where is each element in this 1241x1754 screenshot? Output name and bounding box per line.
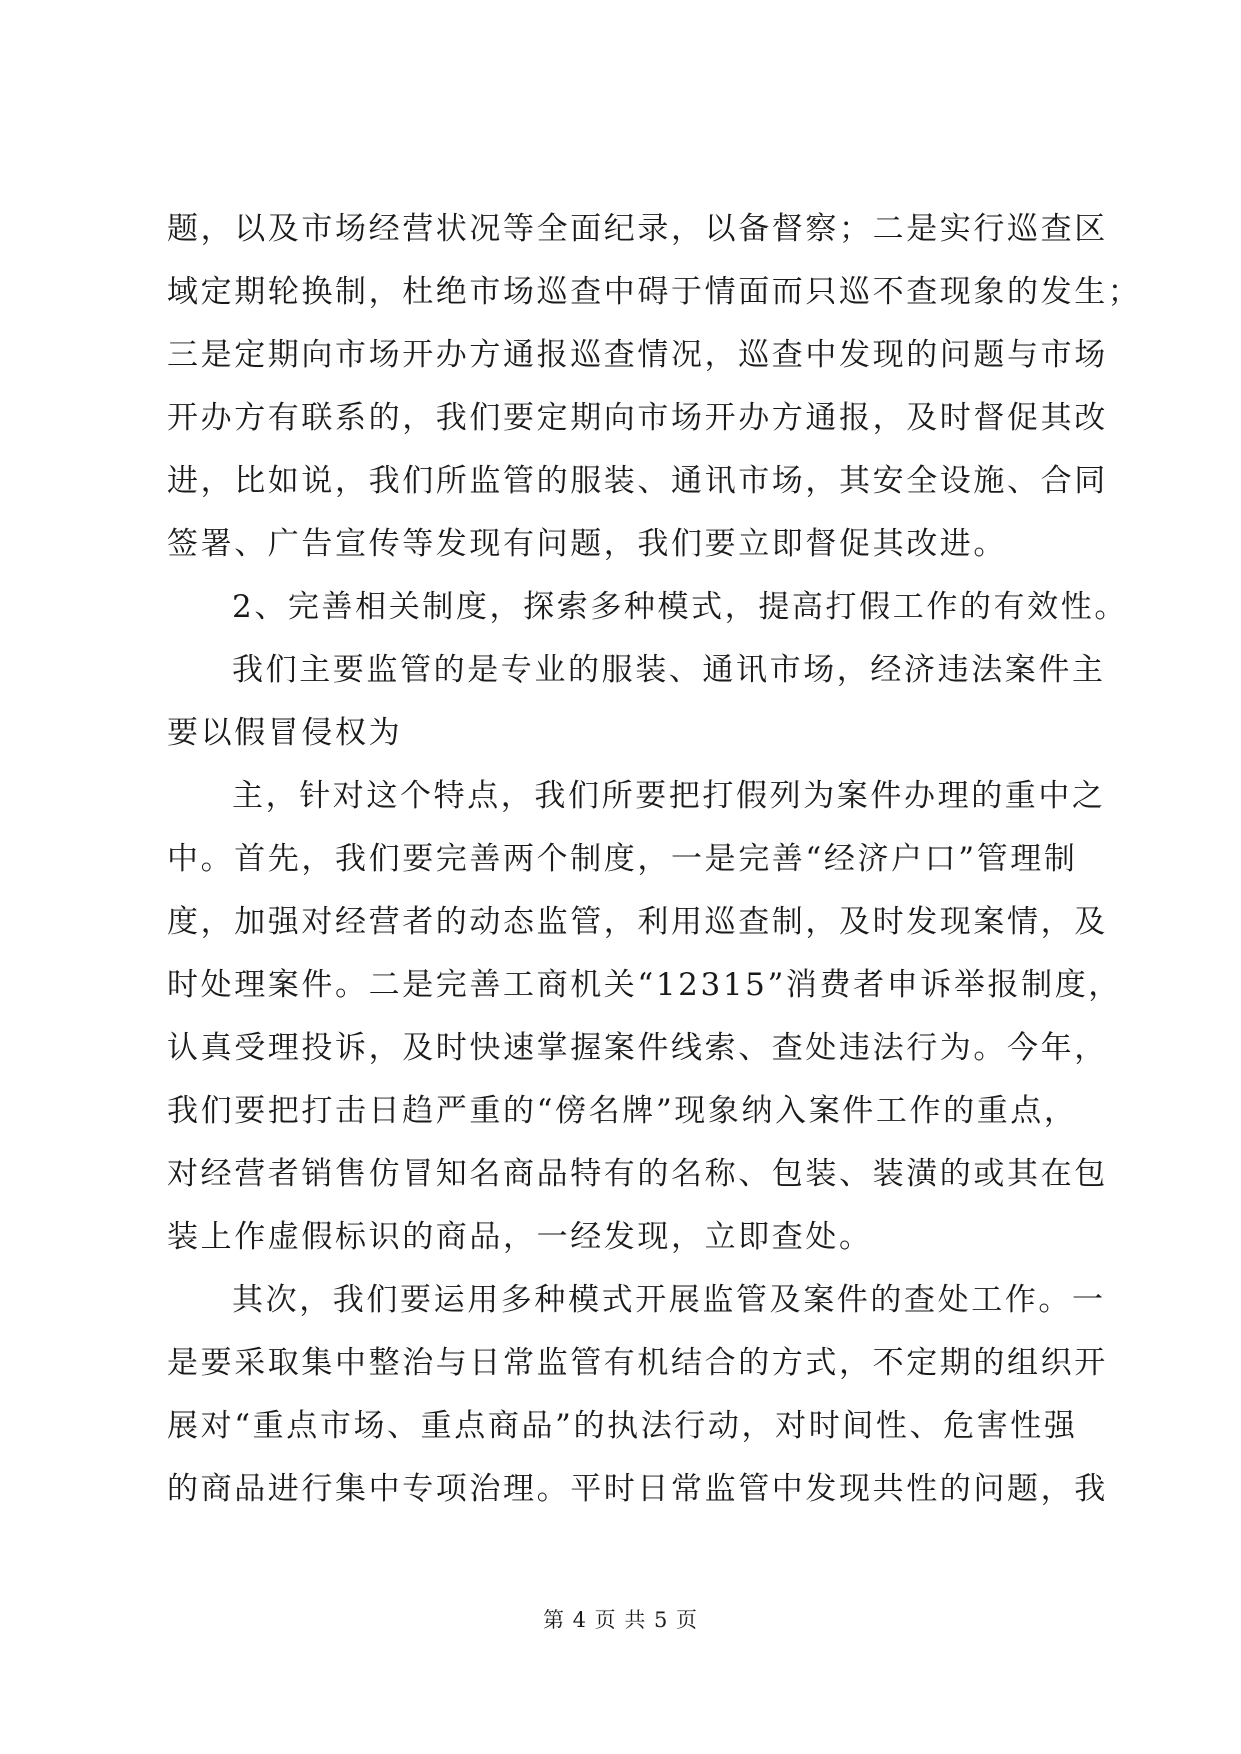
page-footer	[0, 1606, 1241, 1634]
text-line: 域定期轮换制，杜绝市场巡查中碍于情面而只巡不查现象的发生；	[167, 274, 1142, 310]
text-line: 进，比如说，我们所监管的服装、通讯市场，其安全设施、合同	[167, 463, 1108, 499]
text-line: 三是定期向市场开办方通报巡查情况，巡查中发现的问题与市场	[167, 337, 1108, 373]
text-line: 时处理案件。二是完善工商机关“12315”消费者申诉举报制度，	[167, 967, 1122, 1003]
text-line: 其次，我们要运用多种模式开展监管及案件的查处工作。一	[232, 1282, 1106, 1318]
text-line: 题，以及市场经营状况等全面纪录，以备督察；二是实行巡查区	[167, 211, 1108, 247]
text-line: 签署、广告宣传等发现有问题，我们要立即督促其改进。	[167, 526, 1007, 562]
text-line: 我们要把打击日趋严重的“傍名牌”现象纳入案件工作的重点，	[167, 1093, 1078, 1129]
text-line: 主，针对这个特点，我们所要把打假列为案件办理的重中之	[232, 778, 1106, 814]
section-heading: 2、完善相关制度，探索多种模式，提高打假工作的有效性。	[232, 589, 1128, 625]
text-line: 是要采取集中整治与日常监管有机结合的方式，不定期的组织开	[167, 1345, 1108, 1381]
text-line: 我们主要监管的是专业的服装、通讯市场，经济违法案件主	[232, 652, 1106, 688]
page-number-label: 第 4 页 共 5 页	[542, 1608, 699, 1632]
text-line: 中。首先，我们要完善两个制度，一是完善“经济户口”管理制	[167, 841, 1078, 877]
text-line: 装上作虚假标识的商品，一经发现，立即查处。	[167, 1219, 873, 1255]
text-line: 展对“重点市场、重点商品”的执法行动，对时间性、危害性强	[167, 1408, 1078, 1444]
text-line: 对经营者销售仿冒知名商品特有的名称、包装、装潢的或其在包	[167, 1156, 1108, 1192]
text-line: 开办方有联系的，我们要定期向市场开办方通报，及时督促其改	[167, 400, 1108, 436]
text-line: 认真受理投诉，及时快速掌握案件线索、查处违法行为。今年，	[167, 1030, 1108, 1066]
text-line: 度，加强对经营者的动态监管，利用巡查制，及时发现案情，及	[167, 904, 1108, 940]
text-line: 的商品进行集中专项治理。平时日常监管中发现共性的问题，我	[167, 1471, 1108, 1507]
text-line: 要以假冒侵权为	[167, 715, 403, 751]
